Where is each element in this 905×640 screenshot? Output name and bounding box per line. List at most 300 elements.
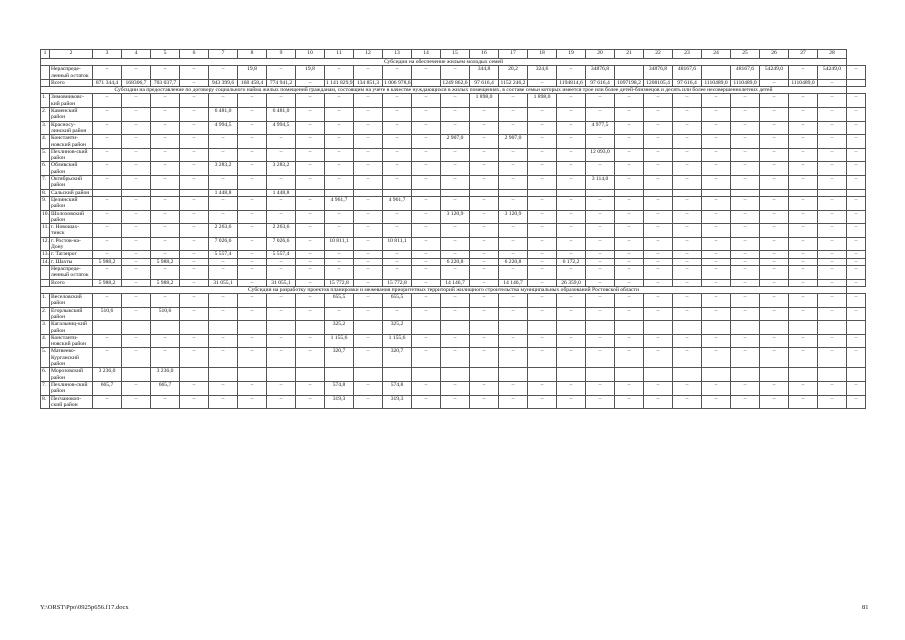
- row-number: 8.: [41, 189, 50, 196]
- value-cell: [789, 189, 818, 196]
- value-cell: –: [296, 395, 325, 409]
- value-cell: –: [615, 121, 644, 135]
- value-cell: –: [470, 121, 499, 135]
- value-cell: –: [180, 279, 209, 286]
- column-number-cell: 10: [296, 50, 325, 59]
- row-number: [41, 279, 50, 286]
- value-cell: 5 557,4: [267, 251, 296, 258]
- column-number-cell: 23: [673, 50, 702, 59]
- value-cell: –: [151, 196, 180, 210]
- value-cell: –: [586, 162, 615, 176]
- value-cell: –: [760, 224, 789, 238]
- row-name: Обливский район: [50, 162, 93, 176]
- value-cell: –: [354, 66, 383, 80]
- row-number: 5.: [41, 348, 50, 368]
- value-cell: –: [847, 224, 866, 238]
- value-cell: –: [122, 94, 151, 108]
- value-cell: –: [615, 258, 644, 265]
- value-cell: 703 037,7: [151, 79, 180, 86]
- value-cell: –: [209, 395, 238, 409]
- value-cell: –: [499, 176, 528, 190]
- value-cell: –: [644, 237, 673, 251]
- value-cell: –: [702, 121, 731, 135]
- value-cell: –: [267, 395, 296, 409]
- row-name: Егорлыкский район: [50, 307, 93, 321]
- value-cell: 6 481,0: [267, 108, 296, 122]
- value-cell: [296, 321, 325, 335]
- value-cell: 3 283,2: [267, 162, 296, 176]
- value-cell: –: [470, 348, 499, 368]
- value-cell: –: [354, 224, 383, 238]
- value-cell: –: [702, 224, 731, 238]
- value-cell: –: [383, 265, 412, 279]
- value-cell: –: [93, 108, 122, 122]
- value-cell: –: [122, 162, 151, 176]
- value-cell: [180, 189, 209, 196]
- value-cell: –: [499, 381, 528, 395]
- row-number: 1.: [41, 94, 50, 108]
- value-cell: 1208105,4: [644, 79, 673, 86]
- value-cell: –: [383, 148, 412, 162]
- row-number: 9.: [41, 196, 50, 210]
- value-cell: –: [209, 294, 238, 308]
- value-cell: –: [470, 294, 499, 308]
- value-cell: –: [615, 94, 644, 108]
- value-cell: 1 155,6: [325, 334, 354, 348]
- value-cell: –: [557, 348, 586, 368]
- value-cell: –: [528, 395, 557, 409]
- value-cell: –: [789, 265, 818, 279]
- value-cell: –: [180, 381, 209, 395]
- value-cell: –: [383, 224, 412, 238]
- row-name: Нераспреде-ленный остаток: [50, 265, 93, 279]
- value-cell: –: [673, 279, 702, 286]
- row-name: Пехлинов-ский район: [50, 148, 93, 162]
- value-cell: –: [441, 395, 470, 409]
- value-cell: –: [267, 176, 296, 190]
- value-cell: –: [296, 237, 325, 251]
- value-cell: –: [528, 162, 557, 176]
- value-cell: –: [818, 196, 847, 210]
- value-cell: –: [122, 279, 151, 286]
- value-cell: –: [731, 348, 760, 368]
- value-cell: –: [847, 294, 866, 308]
- value-cell: –: [296, 94, 325, 108]
- value-cell: –: [731, 121, 760, 135]
- value-cell: –: [731, 334, 760, 348]
- row-name: Песчанокоп-ский район: [50, 395, 93, 409]
- value-cell: –: [789, 162, 818, 176]
- value-cell: –: [267, 258, 296, 265]
- value-cell: –: [209, 348, 238, 368]
- value-cell: –: [93, 148, 122, 162]
- value-cell: –: [557, 395, 586, 409]
- value-cell: –: [615, 196, 644, 210]
- value-cell: –: [412, 348, 441, 368]
- row-number: 5.: [41, 148, 50, 162]
- value-cell: [441, 189, 470, 196]
- value-cell: –: [180, 94, 209, 108]
- value-cell: –: [528, 265, 557, 279]
- value-cell: –: [354, 210, 383, 224]
- value-cell: –: [760, 176, 789, 190]
- value-cell: –: [325, 176, 354, 190]
- value-cell: –: [238, 334, 267, 348]
- value-cell: –: [180, 251, 209, 258]
- value-cell: –: [180, 135, 209, 149]
- value-cell: 6 220,8: [499, 258, 528, 265]
- value-cell: –: [818, 251, 847, 258]
- value-cell: 2 263,6: [267, 224, 296, 238]
- value-cell: –: [528, 279, 557, 286]
- value-cell: –: [586, 224, 615, 238]
- value-cell: –: [238, 108, 267, 122]
- value-cell: 3 120,9: [499, 210, 528, 224]
- value-cell: 31 055,1: [267, 279, 296, 286]
- row-name: Каменский район: [50, 108, 93, 122]
- value-cell: –: [557, 176, 586, 190]
- value-cell: –: [847, 334, 866, 348]
- value-cell: –: [441, 334, 470, 348]
- value-cell: –: [151, 348, 180, 368]
- value-cell: –: [586, 334, 615, 348]
- column-number-cell: 11: [325, 50, 354, 59]
- value-cell: –: [151, 251, 180, 258]
- row-number: 14.: [42, 258, 49, 265]
- value-cell: –: [760, 162, 789, 176]
- value-cell: –: [615, 348, 644, 368]
- value-cell: –: [586, 279, 615, 286]
- value-cell: 319,3: [383, 395, 412, 409]
- value-cell: –: [267, 307, 296, 321]
- value-cell: –: [615, 279, 644, 286]
- value-cell: [789, 321, 818, 335]
- table-row: [41, 108, 866, 122]
- value-cell: –: [412, 66, 441, 80]
- value-cell: –: [760, 334, 789, 348]
- value-cell: [702, 321, 731, 335]
- value-cell: –: [586, 265, 615, 279]
- value-cell: –: [383, 251, 412, 258]
- value-cell: –: [180, 294, 209, 308]
- value-cell: –: [499, 121, 528, 135]
- value-cell: –: [731, 162, 760, 176]
- value-cell: –: [586, 381, 615, 395]
- value-cell: –: [325, 162, 354, 176]
- value-cell: [180, 368, 209, 382]
- value-cell: –: [209, 135, 238, 149]
- table-row: [41, 79, 866, 86]
- value-cell: –: [673, 251, 702, 258]
- value-cell: –: [847, 176, 866, 190]
- value-cell: –: [209, 94, 238, 108]
- value-cell: 1 448,8: [267, 189, 296, 196]
- value-cell: –: [354, 196, 383, 210]
- value-cell: –: [702, 381, 731, 395]
- row-name: Матвеево-Курганский район: [50, 348, 93, 368]
- value-cell: –: [615, 176, 644, 190]
- value-cell: –: [499, 224, 528, 238]
- column-number-cell: 5: [151, 50, 180, 59]
- value-cell: –: [615, 334, 644, 348]
- value-cell: –: [151, 265, 180, 279]
- column-number-cell: 9: [267, 50, 296, 59]
- value-cell: –: [586, 307, 615, 321]
- value-cell: –: [180, 121, 209, 135]
- value-cell: –: [441, 94, 470, 108]
- column-number-cell: 4: [122, 50, 151, 59]
- value-cell: [847, 368, 866, 382]
- row-number: 2.: [41, 108, 50, 122]
- value-cell: –: [818, 258, 847, 265]
- value-cell: 1 898,0: [528, 94, 557, 108]
- table-row: [41, 381, 866, 395]
- value-cell: –: [296, 294, 325, 308]
- value-cell: –: [354, 395, 383, 409]
- value-cell: –: [789, 224, 818, 238]
- value-cell: –: [847, 121, 866, 135]
- value-cell: [528, 368, 557, 382]
- column-number-cell: 1: [41, 50, 50, 59]
- row-name: Красносу-линский район: [50, 121, 93, 135]
- value-cell: –: [731, 279, 760, 286]
- value-cell: –: [441, 148, 470, 162]
- value-cell: –: [586, 210, 615, 224]
- value-cell: [644, 321, 673, 335]
- value-cell: –: [731, 251, 760, 258]
- value-cell: –: [528, 251, 557, 258]
- table-row: [41, 251, 866, 258]
- value-cell: 97 616,4: [470, 79, 499, 86]
- value-cell: –: [615, 108, 644, 122]
- value-cell: –: [470, 176, 499, 190]
- value-cell: –: [673, 135, 702, 149]
- value-cell: –: [151, 135, 180, 149]
- value-cell: –: [615, 135, 644, 149]
- row-number: 4.: [41, 135, 50, 149]
- value-cell: –: [209, 148, 238, 162]
- value-cell: –: [702, 94, 731, 108]
- value-cell: –: [354, 294, 383, 308]
- value-cell: –: [441, 196, 470, 210]
- value-cell: –: [557, 121, 586, 135]
- value-cell: –: [673, 94, 702, 108]
- value-cell: –: [847, 237, 866, 251]
- value-cell: –: [557, 224, 586, 238]
- value-cell: –: [151, 334, 180, 348]
- value-cell: –: [470, 135, 499, 149]
- value-cell: 3 114,0: [586, 176, 615, 190]
- value-cell: –: [702, 294, 731, 308]
- value-cell: –: [847, 108, 866, 122]
- value-cell: –: [441, 237, 470, 251]
- value-cell: 943 399,6: [209, 79, 238, 86]
- value-cell: –: [644, 108, 673, 122]
- row-number: 6.: [41, 368, 50, 382]
- value-cell: 2 907,0: [441, 135, 470, 149]
- value-cell: –: [847, 148, 866, 162]
- value-cell: –: [702, 176, 731, 190]
- value-cell: –: [412, 334, 441, 348]
- value-cell: –: [238, 135, 267, 149]
- value-cell: –: [673, 395, 702, 409]
- value-cell: –: [818, 121, 847, 135]
- value-cell: –: [557, 381, 586, 395]
- value-cell: [557, 321, 586, 335]
- value-cell: 325,2: [383, 321, 412, 335]
- value-cell: –: [296, 121, 325, 135]
- value-cell: –: [325, 265, 354, 279]
- value-cell: –: [412, 148, 441, 162]
- value-cell: –: [296, 210, 325, 224]
- value-cell: –: [412, 251, 441, 258]
- value-cell: [615, 189, 644, 196]
- value-cell: 344,8: [470, 66, 499, 80]
- value-cell: –: [644, 148, 673, 162]
- value-cell: –: [557, 294, 586, 308]
- value-cell: –: [615, 294, 644, 308]
- value-cell: –: [644, 279, 673, 286]
- row-name: Константи-новский район: [50, 334, 93, 348]
- value-cell: 1 898,0: [470, 94, 499, 108]
- value-cell: –: [412, 121, 441, 135]
- value-cell: –: [151, 176, 180, 190]
- value-cell: –: [151, 148, 180, 162]
- value-cell: –: [238, 258, 267, 265]
- value-cell: –: [180, 79, 209, 86]
- row-number: 13.: [42, 251, 49, 258]
- column-number-cell: 25: [731, 50, 760, 59]
- value-cell: –: [354, 121, 383, 135]
- table-row: [41, 321, 866, 335]
- value-cell: [122, 321, 151, 335]
- value-cell: –: [760, 294, 789, 308]
- value-cell: –: [412, 307, 441, 321]
- value-cell: –: [122, 196, 151, 210]
- value-cell: –: [267, 210, 296, 224]
- value-cell: –: [180, 210, 209, 224]
- value-cell: –: [760, 237, 789, 251]
- value-cell: –: [644, 162, 673, 176]
- value-cell: –: [557, 265, 586, 279]
- value-cell: 4 961,7: [383, 196, 412, 210]
- column-number-cell: 14: [412, 50, 441, 59]
- value-cell: –: [528, 79, 557, 86]
- value-cell: –: [267, 94, 296, 108]
- value-cell: 5 988,2: [151, 258, 180, 265]
- value-cell: –: [615, 224, 644, 238]
- value-cell: –: [296, 279, 325, 286]
- value-cell: –: [238, 279, 267, 286]
- section-title: Субсидии на разработку проектов планировки и межевания приоритетных территорий жилищного строительства муниципальных образований Ростовской области: [41, 286, 847, 293]
- value-cell: –: [673, 196, 702, 210]
- table-row: [41, 135, 866, 149]
- value-cell: [847, 79, 866, 86]
- value-cell: –: [847, 210, 866, 224]
- value-cell: –: [818, 108, 847, 122]
- value-cell: –: [354, 251, 383, 258]
- value-cell: 5 988,2: [93, 258, 122, 265]
- value-cell: –: [325, 258, 354, 265]
- value-cell: 1194814,6: [557, 79, 586, 86]
- value-cell: –: [238, 265, 267, 279]
- value-cell: –: [180, 237, 209, 251]
- value-cell: [238, 368, 267, 382]
- value-cell: –: [209, 265, 238, 279]
- value-cell: –: [151, 121, 180, 135]
- column-number-cell: 28: [818, 50, 847, 59]
- value-cell: –: [499, 334, 528, 348]
- value-cell: –: [847, 251, 866, 258]
- value-cell: [383, 368, 412, 382]
- value-cell: –: [673, 258, 702, 265]
- value-cell: –: [847, 162, 866, 176]
- value-cell: –: [354, 176, 383, 190]
- value-cell: –: [383, 108, 412, 122]
- value-cell: [818, 189, 847, 196]
- value-cell: 4 977,5: [586, 121, 615, 135]
- value-cell: –: [586, 108, 615, 122]
- value-cell: –: [818, 210, 847, 224]
- value-cell: –: [731, 210, 760, 224]
- value-cell: –: [586, 94, 615, 108]
- value-cell: –: [760, 148, 789, 162]
- value-cell: –: [528, 381, 557, 395]
- value-cell: –: [760, 265, 789, 279]
- value-cell: –: [354, 237, 383, 251]
- value-cell: –: [296, 265, 325, 279]
- value-cell: –: [644, 94, 673, 108]
- value-cell: –: [557, 196, 586, 210]
- value-cell: –: [789, 237, 818, 251]
- value-cell: –: [586, 251, 615, 258]
- value-cell: [470, 189, 499, 196]
- value-cell: –: [789, 348, 818, 368]
- table-row: [41, 148, 866, 162]
- value-cell: 655,5: [325, 294, 354, 308]
- value-cell: –: [557, 334, 586, 348]
- value-cell: –: [644, 395, 673, 409]
- value-cell: –: [325, 307, 354, 321]
- value-cell: –: [441, 121, 470, 135]
- row-name: Зимовниковс-кий район: [50, 94, 93, 108]
- value-cell: 5 988,2: [151, 279, 180, 286]
- value-cell: [296, 368, 325, 382]
- table-row: [41, 348, 866, 368]
- row-number: 8.: [41, 395, 50, 409]
- value-cell: –: [93, 162, 122, 176]
- column-number-cell: 13: [383, 50, 412, 59]
- value-cell: –: [296, 176, 325, 190]
- value-cell: –: [296, 381, 325, 395]
- value-cell: 3 236,0: [151, 368, 180, 382]
- value-cell: –: [499, 307, 528, 321]
- value-cell: –: [702, 135, 731, 149]
- value-cell: –: [93, 348, 122, 368]
- value-cell: –: [731, 265, 760, 279]
- value-cell: –: [180, 66, 209, 80]
- value-cell: –: [383, 307, 412, 321]
- value-cell: –: [847, 66, 866, 80]
- value-cell: –: [122, 258, 151, 265]
- value-cell: 14 146,7: [441, 279, 470, 286]
- value-cell: –: [238, 148, 267, 162]
- value-cell: –: [615, 210, 644, 224]
- value-cell: –: [789, 307, 818, 321]
- value-cell: [557, 368, 586, 382]
- value-cell: –: [470, 148, 499, 162]
- value-cell: 12 093,0: [586, 148, 615, 162]
